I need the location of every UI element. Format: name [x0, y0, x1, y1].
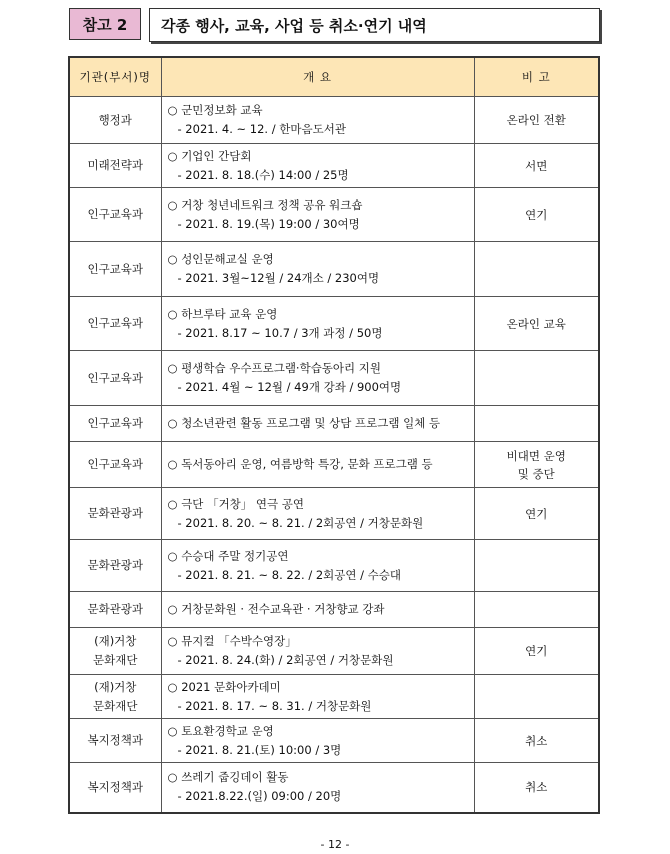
org-cell: 행정과 — [69, 97, 161, 144]
table-row — [69, 97, 599, 144]
summary-detail: - 2021. 3월~12월 / 24개소 / 230여명 — [177, 271, 380, 285]
note-cell: 서면 — [474, 144, 599, 188]
document-header — [69, 8, 600, 42]
summary-cell — [161, 406, 474, 442]
summary-cell — [161, 188, 474, 242]
org-cell: 문화관광과 — [69, 488, 161, 540]
summary-detail: - 2021. 8. 21. ~ 8. 22. / 2회공연 / 수승대 — [177, 567, 402, 582]
summary-cell — [161, 144, 474, 188]
summary-detail: - 2021. 8.17 ~ 10.7 / 3개 과정 / 50명 — [177, 325, 383, 340]
column-header-org: 기관(부서)명 — [69, 57, 161, 97]
summary-cell — [161, 242, 474, 297]
summary-cell — [161, 628, 474, 675]
document-title: 각종 행사, 교육, 사업 등 취소·연기 내역 — [149, 8, 600, 42]
org-cell: 문화관광과 — [69, 540, 161, 592]
table-row — [69, 144, 599, 188]
note-cell: 연기 — [474, 488, 599, 540]
summary-title: ○ 수승대 주말 정기공연 — [167, 548, 289, 563]
table-row — [69, 540, 599, 592]
org-cell: 인구교육과 — [69, 188, 161, 242]
summary-title: ○ 하브루타 교육 운영 — [167, 306, 278, 321]
summary-title: ○ 거창 청년네트워크 정책 공유 워크숍 — [167, 197, 363, 212]
summary-cell — [161, 442, 474, 488]
note-cell: 취소 — [474, 763, 599, 813]
org-cell: (재)거창 문화재단 — [69, 628, 161, 675]
summary-title: ○ 극단 「거창」 연극 공연 — [167, 496, 305, 511]
summary-detail: - 2021. 8. 24.(화) / 2회공연 / 거창문화원 — [177, 653, 394, 667]
summary-cell — [161, 540, 474, 592]
summary-title: ○ 성인문해교실 운영 — [167, 252, 274, 266]
org-cell: 복지정책과 — [69, 763, 161, 813]
table-header-row — [69, 57, 599, 97]
summary-title: ○ 토요환경학교 운영 — [167, 723, 274, 738]
table-row — [69, 488, 599, 540]
table-row — [69, 242, 599, 297]
summary-title: ○ 2021 문화아카데미 — [167, 679, 281, 694]
org-cell: 인구교육과 — [69, 242, 161, 297]
org-cell: 미래전략과 — [69, 144, 161, 188]
table-row — [69, 297, 599, 351]
summary-title: ○ 독서동아리 운영, 여름방학 특강, 문화 프로그램 등 — [167, 457, 433, 471]
note-cell — [474, 592, 599, 628]
note-cell — [474, 540, 599, 592]
org-cell: 인구교육과 — [69, 297, 161, 351]
reference-badge: 참고 2 — [69, 8, 141, 40]
summary-title: ○ 기업인 간담회 — [167, 148, 252, 163]
table-row — [69, 406, 599, 442]
summary-cell — [161, 488, 474, 540]
table-row — [69, 188, 599, 242]
org-cell: 인구교육과 — [69, 351, 161, 406]
table-row — [69, 675, 599, 719]
table-row — [69, 628, 599, 675]
summary-detail: - 2021. 8. 18.(수) 14:00 / 25명 — [177, 167, 349, 182]
note-cell: 연기 — [474, 188, 599, 242]
table-row — [69, 763, 599, 813]
summary-detail: - 2021. 4월 ~ 12월 / 49개 강좌 / 900여명 — [177, 380, 402, 394]
summary-title: ○ 군민정보화 교육 — [167, 103, 263, 117]
note-cell: 취소 — [474, 719, 599, 763]
summary-cell — [161, 351, 474, 406]
note-cell — [474, 406, 599, 442]
summary-cell — [161, 719, 474, 763]
table-row — [69, 351, 599, 406]
org-cell: 문화관광과 — [69, 592, 161, 628]
org-cell: 인구교육과 — [69, 442, 161, 488]
summary-title: ○ 청소년관련 활동 프로그램 및 상담 프로그램 일체 등 — [167, 416, 441, 430]
org-cell: 인구교육과 — [69, 406, 161, 442]
table-row — [69, 442, 599, 488]
note-cell: 온라인 교육 — [474, 297, 599, 351]
event-table — [68, 56, 600, 814]
note-cell: 연기 — [474, 628, 599, 675]
page-number: - 12 - — [320, 838, 350, 851]
summary-title: ○ 뮤지컬 「수박수영장」 — [167, 634, 297, 648]
table-row — [69, 592, 599, 628]
summary-cell — [161, 592, 474, 628]
note-cell — [474, 242, 599, 297]
summary-detail: - 2021.8.22.(일) 09:00 / 20명 — [177, 789, 342, 804]
summary-title: ○ 평생학습 우수프로그램·학습동아리 지원 — [167, 361, 382, 375]
summary-title: ○ 거창문화원 · 전수교육관 · 거창향교 강좌 — [167, 602, 385, 616]
summary-cell — [161, 763, 474, 813]
summary-detail: - 2021. 8. 17. ~ 8. 31. / 거창문화원 — [177, 698, 372, 713]
summary-title: ○ 쓰레기 줍깅데이 활동 — [167, 770, 289, 785]
summary-detail: - 2021. 8. 19.(목) 19:00 / 30여명 — [177, 216, 360, 231]
table-row — [69, 719, 599, 763]
summary-cell — [161, 97, 474, 144]
note-cell: 온라인 전환 — [474, 97, 599, 144]
note-cell — [474, 351, 599, 406]
note-cell: 비대면 운영 및 중단 — [474, 442, 599, 488]
column-header-note: 비 고 — [474, 57, 599, 97]
summary-detail: - 2021. 4. ~ 12. / 한마음도서관 — [177, 122, 346, 136]
summary-detail: - 2021. 8. 21.(토) 10:00 / 3명 — [177, 742, 342, 757]
summary-cell — [161, 297, 474, 351]
summary-cell — [161, 675, 474, 719]
column-header-summary: 개 요 — [161, 57, 474, 97]
note-cell — [474, 675, 599, 719]
org-cell: 복지정책과 — [69, 719, 161, 763]
summary-detail: - 2021. 8. 20. ~ 8. 21. / 2회공연 / 거창문화원 — [177, 515, 424, 530]
org-cell: (재)거창 문화재단 — [69, 675, 161, 719]
